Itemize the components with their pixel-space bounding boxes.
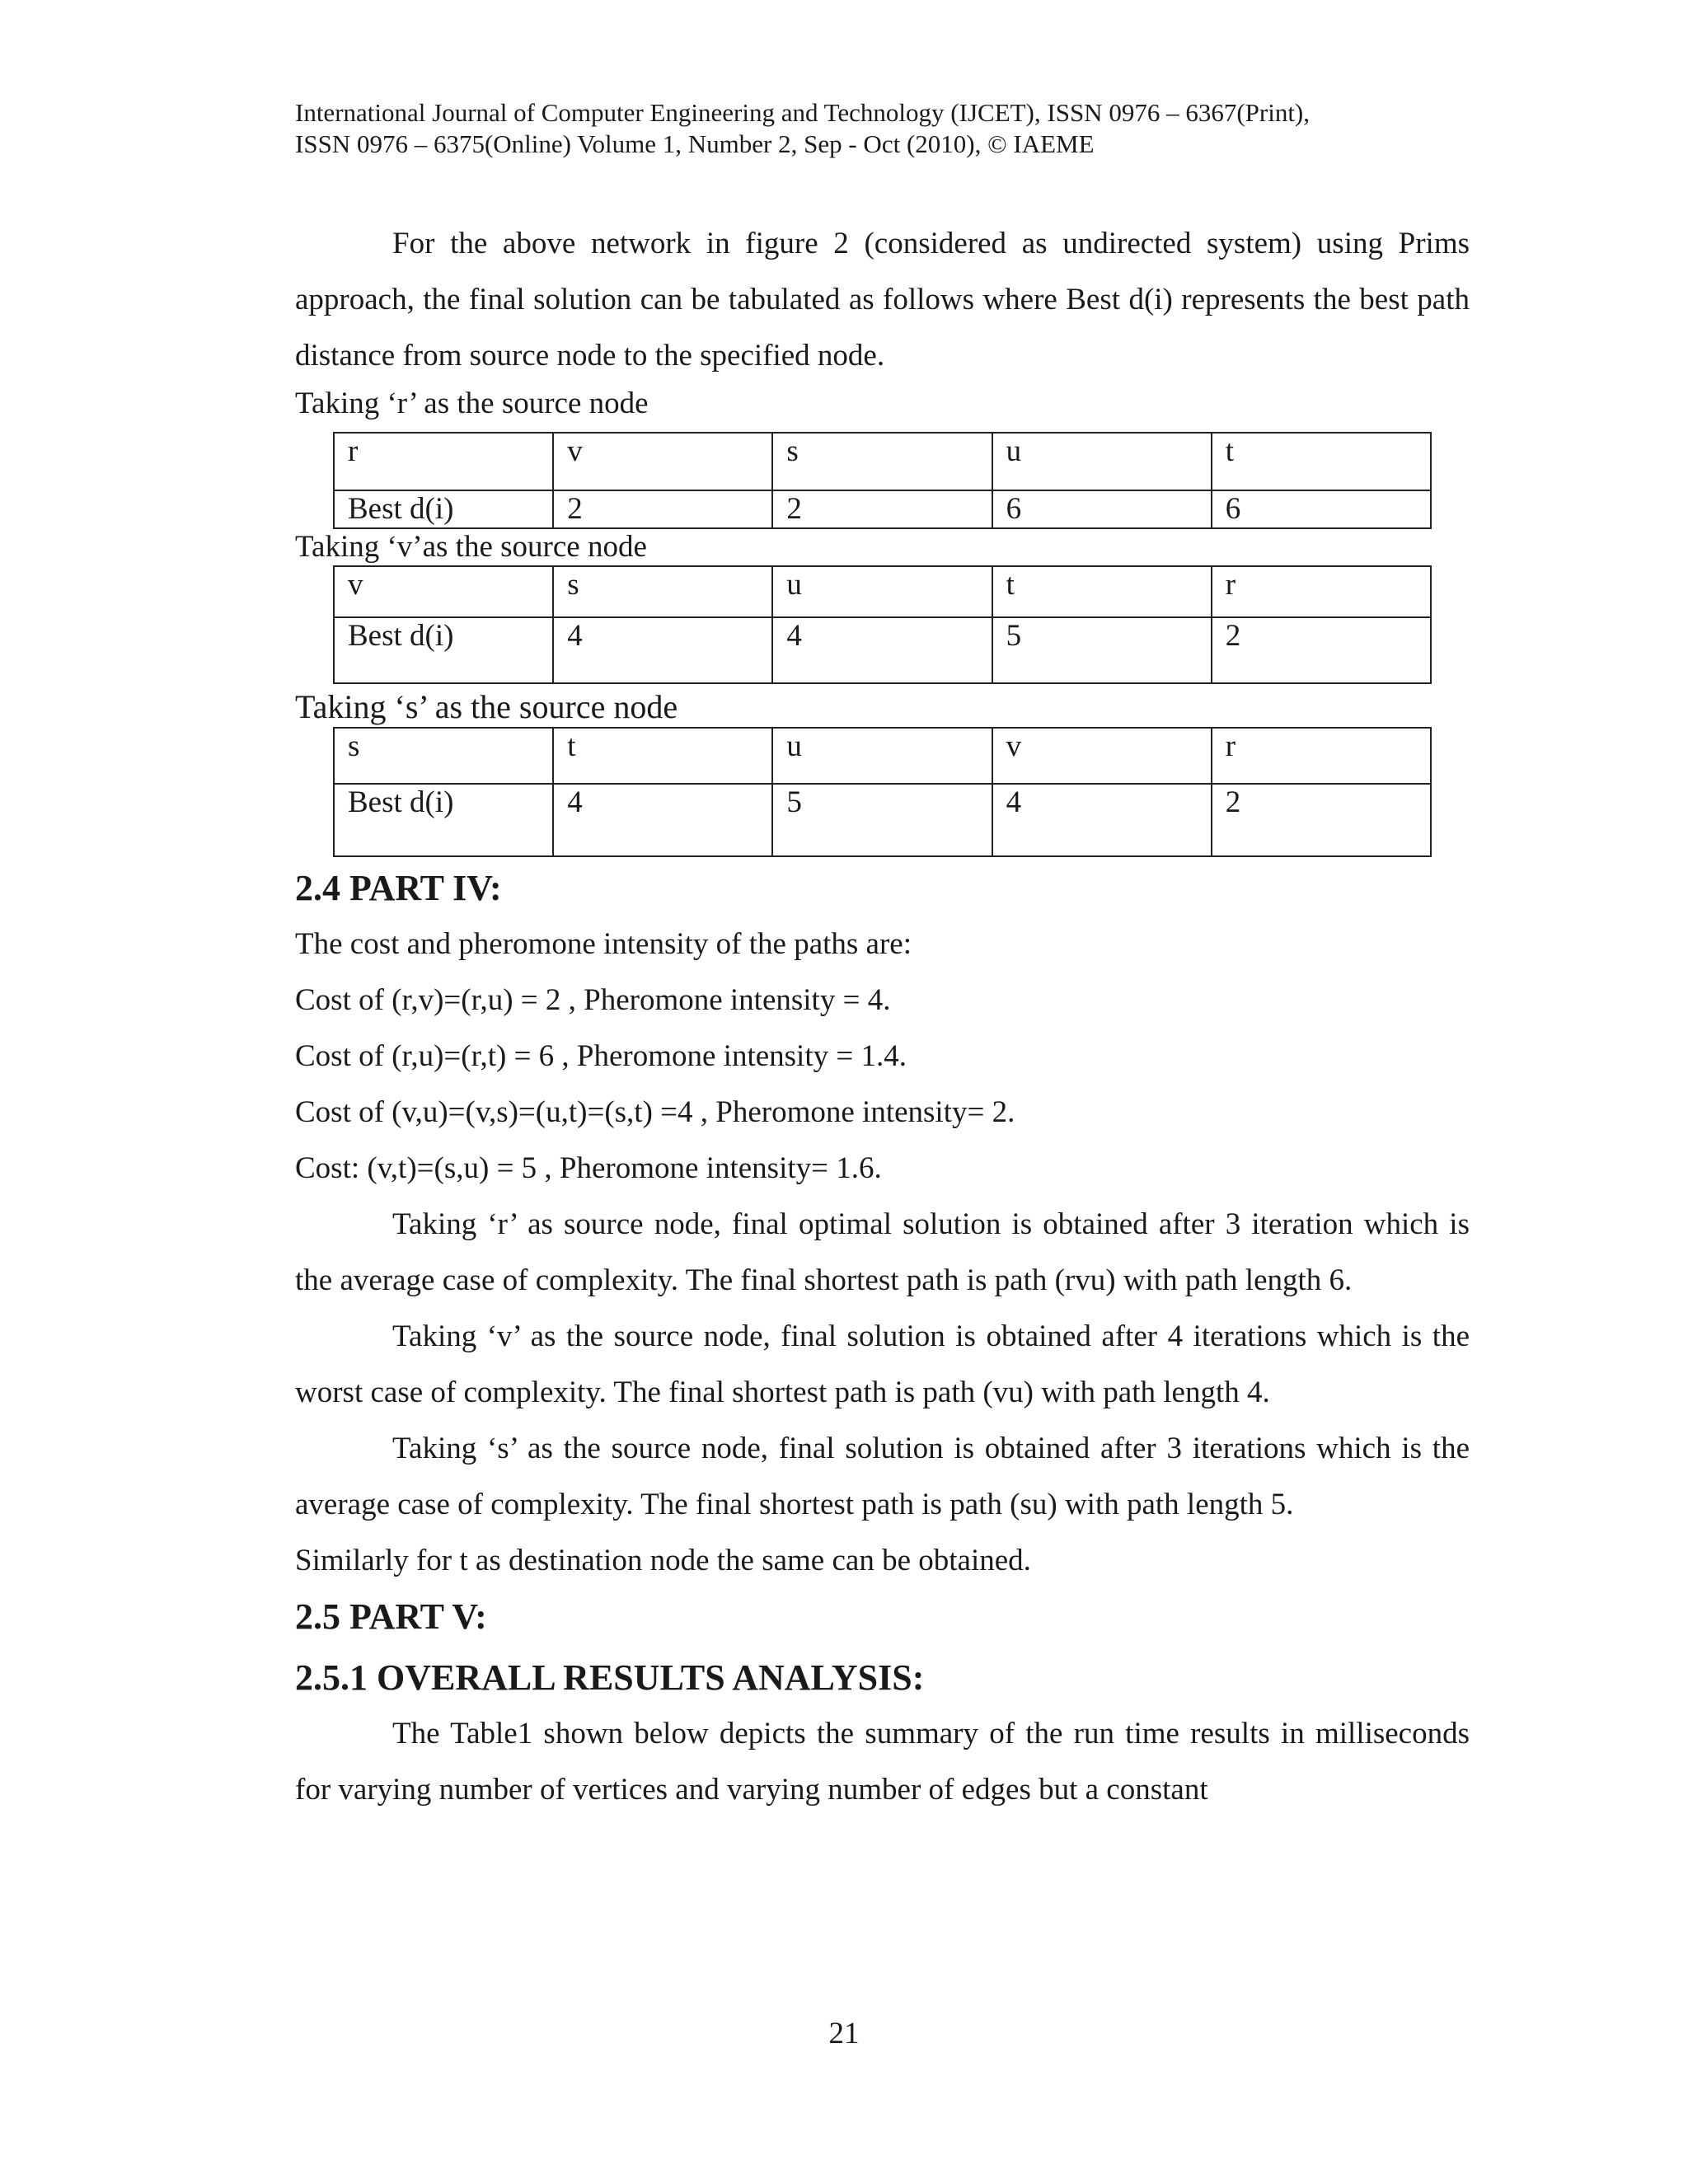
result-paragraph-v: Taking ‘v’ as the source node, final solution is obtained after 4 iterations which is the worst case of complexity. The final shortest path is path (vu) with path length 4. [295,1319,1470,1409]
table-cell: 2 [772,490,992,528]
table-cell: s [334,728,553,784]
table-row [334,617,1431,683]
cost-line: Cost of (r,v)=(r,u) = 2 , Pheromone intensity = 4. [295,983,891,1017]
table-cell: r [1212,728,1431,784]
table-caption-v: Taking ‘v’as the source node [295,530,647,564]
table-cell: 2 [1212,617,1431,683]
table-cell: Best d(i) [334,490,553,528]
closing-line: Similarly for t as destination node the same can be obtained. [295,1544,1031,1577]
table-cell: t [553,728,772,784]
page-body [295,216,1470,1818]
table-caption-r: Taking ‘r’ as the source node [295,387,649,420]
page-number: 21 [828,2017,860,2050]
table-source-v [333,565,1432,684]
table-row [334,728,1431,784]
table-cell: 6 [1212,490,1431,528]
table-cell: 4 [772,617,992,683]
table-cell: 4 [553,617,772,683]
result-paragraph-r: Taking ‘r’ as source node, final optimal solution is obtained after 3 iteration which is the average case of complexity. The final shortest path is path (rvu) with path length 6. [295,1207,1470,1297]
intro-paragraph: For the above network in figure 2 (considered as undirected system) using Prims approach, the final solution can be tabulated as follows where Best d(i) represents the best path distance from source node to the specified node. [295,227,1470,373]
table-cell: r [1212,566,1431,617]
table-cell: u [772,566,992,617]
table-cell: Best d(i) [334,784,553,856]
table-row [334,433,1431,490]
table-cell: 4 [992,784,1212,856]
subsection-heading-results: 2.5.1 OVERALL RESULTS ANALYSIS: [295,1657,925,1698]
header-line-1: International Journal of Computer Engineering and Technology (IJCET), ISSN 0976 – 6367(Print), [295,98,1311,127]
table-source-s [333,727,1432,857]
table-cell: r [334,433,553,490]
table-cell: 2 [1212,784,1431,856]
table-cell: u [772,728,992,784]
table-cell: 4 [553,784,772,856]
table-row [334,490,1431,528]
table-source-r [333,432,1432,529]
table-cell: t [1212,433,1431,490]
table-cell: 2 [553,490,772,528]
table-caption-s: Taking ‘s’ as the source node [295,688,678,725]
section-heading-part-5: 2.5 PART V: [295,1596,487,1637]
table-cell: Best d(i) [334,617,553,683]
table-cell: s [772,433,992,490]
section-heading-part-4: 2.4 PART IV: [295,868,502,908]
table-cell: t [992,566,1212,617]
table-cell: 5 [772,784,992,856]
table-cell: u [992,433,1212,490]
table-cell: v [992,728,1212,784]
cost-line: Cost: (v,t)=(s,u) = 5 , Pheromone intensity= 1.6. [295,1151,882,1185]
cost-line: Cost of (r,u)=(r,t) = 6 , Pheromone intensity = 1.4. [295,1039,907,1073]
running-header [295,97,1310,160]
result-paragraph-s: Taking ‘s’ as the source node, final solution is obtained after 3 iterations which is the average case of complexity. The final shortest path is path (su) with path length 5. [295,1432,1470,1521]
table-cell: v [334,566,553,617]
table-row [334,784,1431,856]
table-cell: s [553,566,772,617]
header-line-2: ISSN 0976 – 6375(Online) Volume 1, Number 2, Sep - Oct (2010), © IAEME [295,129,1095,158]
table-cell: 5 [992,617,1212,683]
results-paragraph: The Table1 shown below depicts the summary of the run time results in milliseconds for varying number of vertices and varying number of edges but a constant [295,1717,1470,1807]
table-cell: v [553,433,772,490]
table-row [334,566,1431,617]
cost-intro-line: The cost and pheromone intensity of the paths are: [295,927,912,961]
cost-line: Cost of (v,u)=(v,s)=(u,t)=(s,t) =4 , Pheromone intensity= 2. [295,1095,1015,1129]
table-cell: 6 [992,490,1212,528]
